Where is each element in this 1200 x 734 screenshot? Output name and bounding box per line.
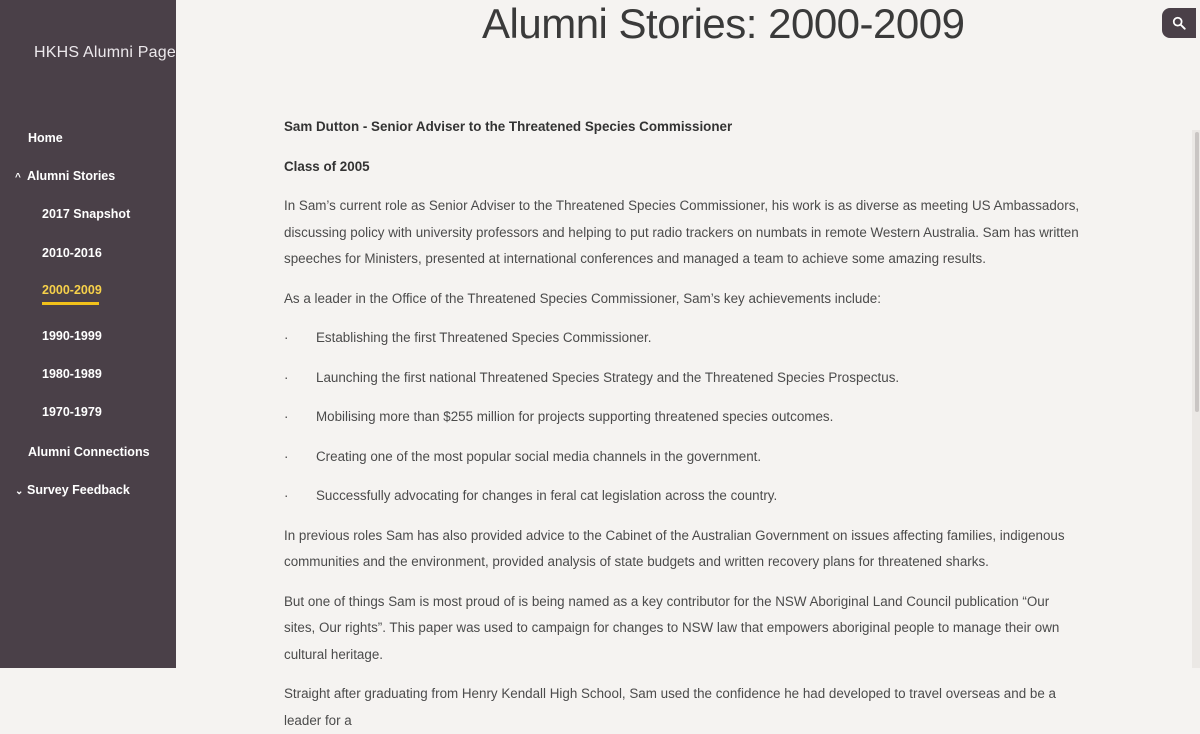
nav-item-1990-1999[interactable]: 1990-1999 xyxy=(42,329,102,343)
bullet-item xyxy=(284,483,1084,510)
bullet-item xyxy=(284,325,1084,352)
paragraph-4: But one of things Sam is most proud of is being named as a key contributor for the NSW Aboriginal Land Council publication “Our sites, Our rights”. This paper was used to campaign for changes to NSW law that empowers aboriginal people to manage their own cultural heritage. xyxy=(284,593,1060,662)
bullet-dot: · xyxy=(284,330,289,345)
bullet-dot: · xyxy=(284,369,289,385)
bullet-text: Mobilising more than $255 million for projects supporting threatened species outcomes. xyxy=(316,409,834,424)
bullet-text: Launching the first national Threatened Species Strategy and the Threatened Species Prospectus. xyxy=(316,369,900,385)
nav-item-home[interactable]: Home xyxy=(28,131,63,145)
nav-item-alumni-stories[interactable] xyxy=(15,169,115,183)
story-content xyxy=(284,114,1084,734)
bullet-item xyxy=(284,404,1084,431)
class-of: Class of 2005 xyxy=(284,158,370,174)
nav-item-survey-feedback[interactable] xyxy=(15,483,130,497)
sidebar xyxy=(0,0,176,668)
nav-item-alumni-connections[interactable]: Alumni Connections xyxy=(28,445,150,459)
nav-item-2010-2016[interactable]: 2010-2016 xyxy=(42,246,102,260)
story-heading: Sam Dutton - Senior Adviser to the Threatened Species Commissioner xyxy=(284,119,733,134)
chevron-down-icon[interactable]: ⌄ xyxy=(15,486,24,497)
paragraph-1: In Sam’s current role as Senior Adviser to the Threatened Species Commissioner, his work is as diverse as meeting US Ambassadors, discussing policy with university professors and helping to put radio trackers on numbats in remote Western Australia. Sam has written speeches for Ministers, presented at international conferences and managed a team to achieve some amazing results. xyxy=(284,198,1080,266)
nav-item-survey-feedback-label: Survey Feedback xyxy=(27,483,130,497)
bullet-text: Establishing the first Threatened Species Commissioner. xyxy=(316,330,652,345)
nav-item-2017-snapshot[interactable]: 2017 Snapshot xyxy=(42,207,131,221)
paragraph-5: Straight after graduating from Henry Kendall High School, Sam used the confidence he had developed to travel overseas and be a leader for a xyxy=(284,686,1056,728)
bullet-text: Creating one of the most popular social media channels in the government. xyxy=(316,448,762,464)
active-indicator xyxy=(42,302,99,305)
bullet-text: Successfully advocating for changes in feral cat legislation across the country. xyxy=(316,488,778,503)
nav-item-1970-1979[interactable]: 1970-1979 xyxy=(42,405,102,419)
bullet-dot: · xyxy=(284,488,289,503)
scrollbar-thumb[interactable] xyxy=(1195,132,1199,412)
bullet-item xyxy=(284,365,1084,392)
paragraph-2: As a leader in the Office of the Threatened Species Commissioner, Sam’s key achievements include: xyxy=(284,290,881,306)
bullet-item xyxy=(284,444,1084,471)
search-button[interactable] xyxy=(1162,8,1196,38)
paragraph-3: In previous roles Sam has also provided advice to the Cabinet of the Australian Government on issues affecting families, indigenous communities and the environment, provided analysis of state budgets and written recovery plans for threatened sharks. xyxy=(284,527,1065,569)
nav-item-1980-1989[interactable]: 1980-1989 xyxy=(42,367,102,381)
page-title: Alumni Stories: 2000-2009 xyxy=(482,0,965,47)
chevron-up-icon[interactable]: ^ xyxy=(15,172,21,183)
site-title[interactable]: HKHS Alumni Page xyxy=(34,44,176,61)
nav-item-alumni-stories-label: Alumni Stories xyxy=(27,169,116,183)
bullet-dot: · xyxy=(284,448,289,464)
nav-item-2000-2009[interactable]: 2000-2009 xyxy=(42,283,102,297)
bullet-dot: · xyxy=(284,409,289,424)
search-icon xyxy=(1172,16,1186,30)
